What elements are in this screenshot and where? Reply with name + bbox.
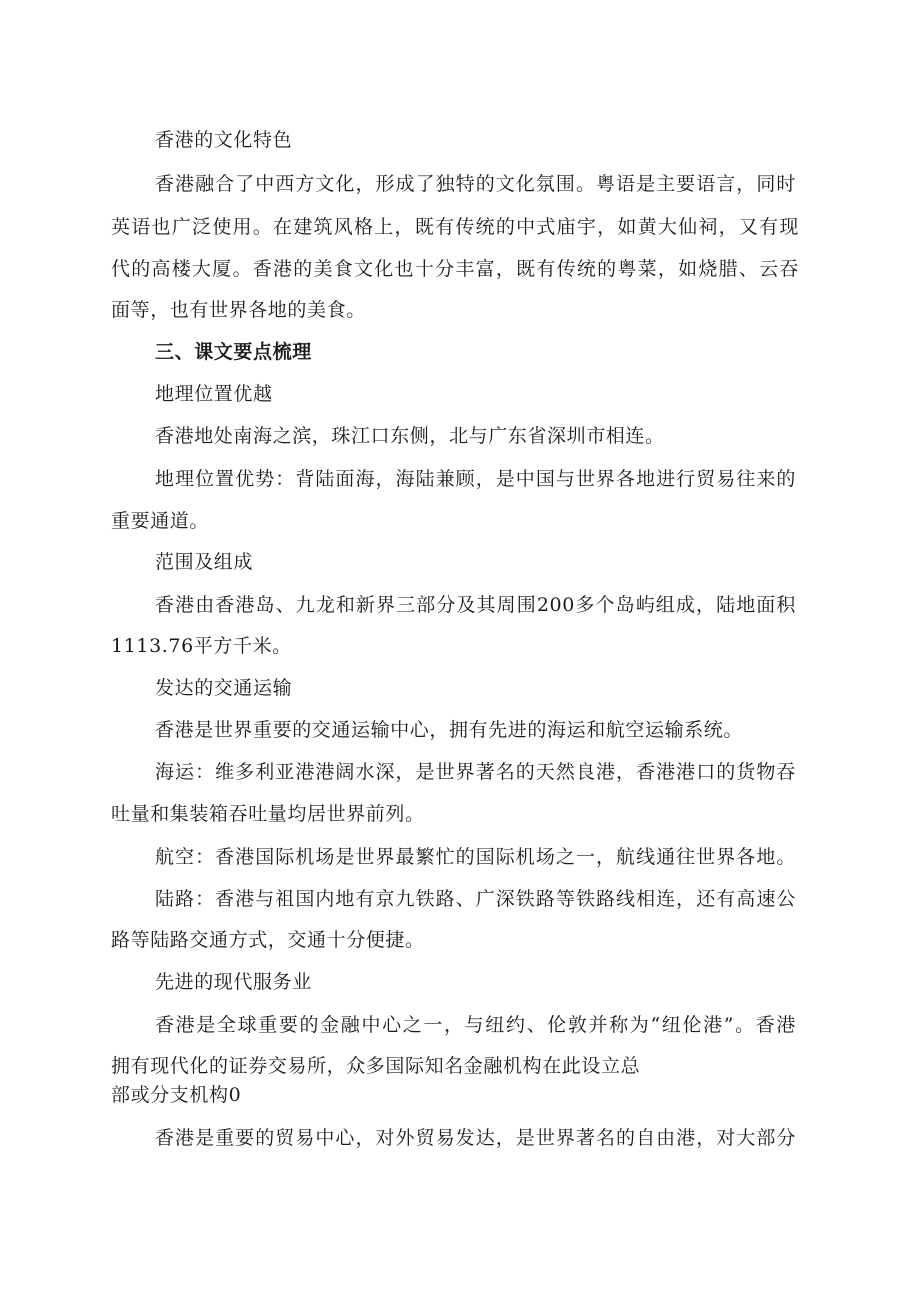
transport-heading: 发达的交通运输	[155, 677, 293, 699]
finance-para-line-3: 部或分支机构0	[111, 1084, 242, 1106]
finance-para-line-2: 拥有现代化的证券交易所，众多国际知名金融机构在此设立总	[111, 1055, 641, 1077]
scope-para-line-2: 1113.76平方千米。	[111, 635, 292, 657]
geo-para-2-line-2: 重要通道。	[111, 510, 210, 532]
culture-para-line-3: 代的高楼大厦。香港的美食文化也十分丰富，既有传统的粤菜，如烧腊、云吞	[111, 258, 799, 280]
culture-para-line-2: 英语也广泛使用。在建筑风格上，既有传统的中式庙宇，如黄大仙祠，又有现	[111, 216, 799, 238]
trade-para: 香港是重要的贸易中心，对外贸易发达，是世界著名的自由港，对大部分	[155, 1127, 796, 1149]
culture-para-line-1: 香港融合了中西方文化，形成了独特的文化氛围。粤语是主要语言，同时	[155, 173, 796, 195]
culture-para-line-4: 面等，也有世界各地的美食。	[111, 299, 366, 321]
section-3-title: 三、课文要点梳理	[155, 341, 312, 363]
land-para-line-2: 路等陆路交通方式，交通十分便捷。	[111, 929, 425, 951]
scope-heading: 范围及组成	[155, 551, 254, 573]
air-para: 航空：香港国际机场是世界最繁忙的国际机场之一，航线通往世界各地。	[155, 846, 796, 868]
culture-heading: 香港的文化特色	[155, 129, 293, 151]
geo-para-2-line-1: 地理位置优势：背陆面海，海陆兼顾，是中国与世界各地进行贸易往来的	[155, 468, 796, 490]
finance-para-line-1: 香港是全球重要的金融中心之一，与纽约、伦敦并称为“纽伦港”。香港	[155, 1014, 796, 1036]
transport-para: 香港是世界重要的交通运输中心，拥有先进的海运和航空运输系统。	[155, 719, 744, 741]
land-para-line-1: 陆路：香港与祖国内地有京九铁路、广深铁路等铁路线相连，还有高速公	[155, 888, 796, 910]
service-heading: 先进的现代服务业	[155, 971, 312, 993]
scope-para-line-1: 香港由香港岛、九龙和新界三部分及其周围200多个岛屿组成，陆地面积	[155, 594, 796, 616]
sea-para-line-1: 海运：维多利亚港港阔水深，是世界著名的天然良港，香港港口的货物吞	[155, 761, 796, 783]
sea-para-line-2: 吐量和集装箱吞吐量均居世界前列。	[111, 803, 425, 825]
geo-para-1: 香港地处南海之滨，珠江口东侧，北与广东省深圳市相连。	[155, 425, 665, 447]
geo-heading: 地理位置优越	[155, 383, 273, 405]
